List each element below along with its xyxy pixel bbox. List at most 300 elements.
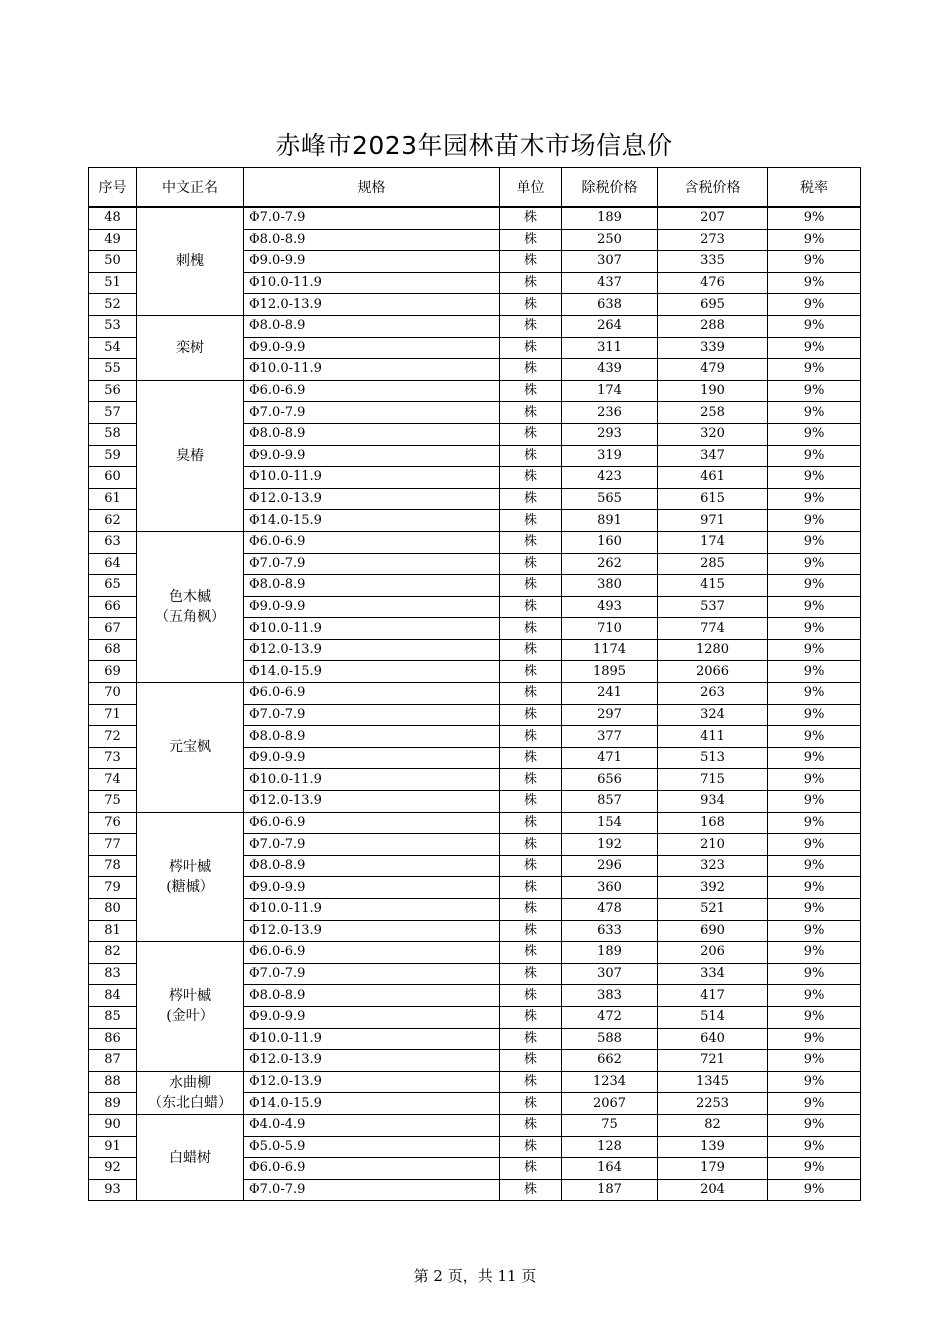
unit-cell: 株	[500, 704, 562, 726]
seq-cell: 88	[89, 1071, 137, 1093]
tax-rate-cell: 9%	[768, 531, 861, 553]
seq-cell: 55	[89, 359, 137, 381]
spec-cell: Φ10.0-11.9	[244, 467, 500, 489]
tax-rate-cell: 9%	[768, 1179, 861, 1201]
price-table	[88, 167, 861, 1201]
seq-cell: 86	[89, 1028, 137, 1050]
seq-cell: 71	[89, 704, 137, 726]
species-name-cell	[137, 812, 244, 942]
species-name-line: (糖槭）	[166, 878, 214, 895]
table-row	[89, 1114, 861, 1136]
price-inc-tax-cell: 273	[658, 229, 768, 251]
seq-cell: 82	[89, 942, 137, 964]
table-body	[89, 207, 861, 1201]
species-name-cell	[137, 1071, 244, 1114]
price-inc-tax-cell: 335	[658, 251, 768, 273]
price-ex-tax-cell: 189	[562, 207, 658, 229]
price-inc-tax-cell: 695	[658, 294, 768, 316]
price-ex-tax-cell: 656	[562, 769, 658, 791]
price-ex-tax-cell: 296	[562, 855, 658, 877]
unit-cell: 株	[500, 791, 562, 813]
spec-cell: Φ6.0-6.9	[244, 942, 500, 964]
spec-cell: Φ10.0-11.9	[244, 899, 500, 921]
tax-rate-cell: 9%	[768, 423, 861, 445]
price-inc-tax-cell: 1280	[658, 639, 768, 661]
spec-cell: Φ7.0-7.9	[244, 834, 500, 856]
spec-cell: Φ10.0-11.9	[244, 1028, 500, 1050]
price-inc-tax-cell: 210	[658, 834, 768, 856]
spec-cell: Φ7.0-7.9	[244, 704, 500, 726]
tax-rate-cell: 9%	[768, 359, 861, 381]
unit-cell: 株	[500, 1028, 562, 1050]
tax-rate-cell: 9%	[768, 963, 861, 985]
spec-cell: Φ10.0-11.9	[244, 769, 500, 791]
price-ex-tax-cell: 236	[562, 402, 658, 424]
species-name-line: 白蜡树	[169, 1149, 211, 1166]
unit-cell: 株	[500, 747, 562, 769]
table-row	[89, 942, 861, 964]
spec-cell: Φ14.0-15.9	[244, 1093, 500, 1115]
spec-cell: Φ8.0-8.9	[244, 985, 500, 1007]
price-inc-tax-cell: 320	[658, 423, 768, 445]
price-inc-tax-cell: 715	[658, 769, 768, 791]
price-ex-tax-cell: 638	[562, 294, 658, 316]
seq-cell: 53	[89, 315, 137, 337]
tax-rate-cell: 9%	[768, 661, 861, 683]
tax-rate-cell: 9%	[768, 1093, 861, 1115]
price-ex-tax-cell: 75	[562, 1114, 658, 1136]
price-inc-tax-cell: 461	[658, 467, 768, 489]
price-ex-tax-cell: 2067	[562, 1093, 658, 1115]
table-row	[89, 207, 861, 229]
spec-cell: Φ8.0-8.9	[244, 726, 500, 748]
price-ex-tax-cell: 241	[562, 683, 658, 705]
price-inc-tax-cell: 640	[658, 1028, 768, 1050]
tax-rate-cell: 9%	[768, 229, 861, 251]
tax-rate-cell: 9%	[768, 639, 861, 661]
tax-rate-cell: 9%	[768, 1071, 861, 1093]
spec-cell: Φ12.0-13.9	[244, 791, 500, 813]
species-name-line: 刺槐	[176, 253, 204, 270]
price-ex-tax-cell: 377	[562, 726, 658, 748]
seq-cell: 77	[89, 834, 137, 856]
tax-rate-cell: 9%	[768, 467, 861, 489]
seq-cell: 63	[89, 531, 137, 553]
seq-cell: 80	[89, 899, 137, 921]
seq-cell: 89	[89, 1093, 137, 1115]
price-ex-tax-cell: 174	[562, 380, 658, 402]
tax-rate-cell: 9%	[768, 553, 861, 575]
unit-cell: 株	[500, 1071, 562, 1093]
unit-cell: 株	[500, 1050, 562, 1072]
unit-cell: 株	[500, 488, 562, 510]
unit-cell: 株	[500, 834, 562, 856]
price-inc-tax-cell: 323	[658, 855, 768, 877]
price-inc-tax-cell: 263	[658, 683, 768, 705]
price-ex-tax-cell: 710	[562, 618, 658, 640]
price-inc-tax-cell: 288	[658, 315, 768, 337]
spec-cell: Φ12.0-13.9	[244, 488, 500, 510]
tax-rate-cell: 9%	[768, 1050, 861, 1072]
unit-cell: 株	[500, 920, 562, 942]
table-row	[89, 531, 861, 553]
unit-cell: 株	[500, 942, 562, 964]
tax-rate-cell: 9%	[768, 251, 861, 273]
price-inc-tax-cell: 521	[658, 899, 768, 921]
tax-rate-cell: 9%	[768, 942, 861, 964]
species-name-line: （五角枫）	[155, 608, 225, 625]
seq-cell: 84	[89, 985, 137, 1007]
price-ex-tax-cell: 160	[562, 531, 658, 553]
price-ex-tax-cell: 307	[562, 963, 658, 985]
seq-cell: 69	[89, 661, 137, 683]
seq-cell: 56	[89, 380, 137, 402]
unit-cell: 株	[500, 661, 562, 683]
seq-cell: 65	[89, 575, 137, 597]
table-row	[89, 1071, 861, 1093]
spec-cell: Φ9.0-9.9	[244, 877, 500, 899]
species-name-cell	[137, 942, 244, 1072]
seq-cell: 73	[89, 747, 137, 769]
seq-cell: 52	[89, 294, 137, 316]
seq-cell: 54	[89, 337, 137, 359]
tax-rate-cell: 9%	[768, 207, 861, 229]
price-ex-tax-cell: 478	[562, 899, 658, 921]
tax-rate-cell: 9%	[768, 1028, 861, 1050]
tax-rate-cell: 9%	[768, 575, 861, 597]
seq-cell: 87	[89, 1050, 137, 1072]
tax-rate-cell: 9%	[768, 488, 861, 510]
price-inc-tax-cell: 2066	[658, 661, 768, 683]
price-inc-tax-cell: 615	[658, 488, 768, 510]
tax-rate-cell: 9%	[768, 1136, 861, 1158]
price-inc-tax-cell: 690	[658, 920, 768, 942]
unit-cell: 株	[500, 1136, 562, 1158]
seq-cell: 79	[89, 877, 137, 899]
spec-cell: Φ12.0-13.9	[244, 920, 500, 942]
price-inc-tax-cell: 934	[658, 791, 768, 813]
seq-cell: 72	[89, 726, 137, 748]
tax-rate-cell: 9%	[768, 618, 861, 640]
price-inc-tax-cell: 2253	[658, 1093, 768, 1115]
seq-cell: 70	[89, 683, 137, 705]
tax-rate-cell: 9%	[768, 877, 861, 899]
price-ex-tax-cell: 262	[562, 553, 658, 575]
seq-cell: 48	[89, 207, 137, 229]
spec-cell: Φ6.0-6.9	[244, 1158, 500, 1180]
spec-cell: Φ12.0-13.9	[244, 1050, 500, 1072]
unit-cell: 株	[500, 294, 562, 316]
header-name: 中文正名	[137, 168, 244, 208]
spec-cell: Φ9.0-9.9	[244, 445, 500, 467]
header-unit: 单位	[500, 168, 562, 208]
tax-rate-cell: 9%	[768, 272, 861, 294]
unit-cell: 株	[500, 423, 562, 445]
price-ex-tax-cell: 189	[562, 942, 658, 964]
seq-cell: 91	[89, 1136, 137, 1158]
price-inc-tax-cell: 514	[658, 1006, 768, 1028]
spec-cell: Φ5.0-5.9	[244, 1136, 500, 1158]
unit-cell: 株	[500, 531, 562, 553]
seq-cell: 78	[89, 855, 137, 877]
seq-cell: 61	[89, 488, 137, 510]
species-name-cell	[137, 207, 244, 315]
price-inc-tax-cell: 415	[658, 575, 768, 597]
unit-cell: 株	[500, 359, 562, 381]
page-footer: 第 2 页，共 11 页	[413, 1267, 537, 1285]
price-ex-tax-cell: 588	[562, 1028, 658, 1050]
unit-cell: 株	[500, 553, 562, 575]
header-price-inc-tax: 含税价格	[658, 168, 768, 208]
unit-cell: 株	[500, 272, 562, 294]
unit-cell: 株	[500, 769, 562, 791]
seq-cell: 85	[89, 1006, 137, 1028]
spec-cell: Φ10.0-11.9	[244, 618, 500, 640]
seq-cell: 92	[89, 1158, 137, 1180]
unit-cell: 株	[500, 251, 562, 273]
header-tax-rate: 税率	[768, 168, 861, 208]
price-inc-tax-cell: 82	[658, 1114, 768, 1136]
spec-cell: Φ9.0-9.9	[244, 747, 500, 769]
price-ex-tax-cell: 293	[562, 423, 658, 445]
price-ex-tax-cell: 1174	[562, 639, 658, 661]
price-inc-tax-cell: 417	[658, 985, 768, 1007]
price-inc-tax-cell: 537	[658, 596, 768, 618]
price-inc-tax-cell: 204	[658, 1179, 768, 1201]
price-ex-tax-cell: 857	[562, 791, 658, 813]
price-inc-tax-cell: 190	[658, 380, 768, 402]
tax-rate-cell: 9%	[768, 596, 861, 618]
header-price-ex-tax: 除税价格	[562, 168, 658, 208]
spec-cell: Φ8.0-8.9	[244, 575, 500, 597]
table-row	[89, 812, 861, 834]
tax-rate-cell: 9%	[768, 683, 861, 705]
price-ex-tax-cell: 360	[562, 877, 658, 899]
tax-rate-cell: 9%	[768, 791, 861, 813]
seq-cell: 83	[89, 963, 137, 985]
spec-cell: Φ12.0-13.9	[244, 639, 500, 661]
species-name-line: 色木槭	[169, 588, 211, 605]
unit-cell: 株	[500, 207, 562, 229]
tax-rate-cell: 9%	[768, 445, 861, 467]
unit-cell: 株	[500, 445, 562, 467]
spec-cell: Φ7.0-7.9	[244, 402, 500, 424]
unit-cell: 株	[500, 1158, 562, 1180]
spec-cell: Φ8.0-8.9	[244, 855, 500, 877]
tax-rate-cell: 9%	[768, 855, 861, 877]
species-name-cell	[137, 683, 244, 813]
price-inc-tax-cell: 411	[658, 726, 768, 748]
spec-cell: Φ12.0-13.9	[244, 294, 500, 316]
seq-cell: 64	[89, 553, 137, 575]
species-name-line: 梣叶槭	[169, 988, 211, 1005]
spec-cell: Φ9.0-9.9	[244, 337, 500, 359]
spec-cell: Φ7.0-7.9	[244, 207, 500, 229]
price-ex-tax-cell: 311	[562, 337, 658, 359]
price-ex-tax-cell: 439	[562, 359, 658, 381]
unit-cell: 株	[500, 877, 562, 899]
spec-cell: Φ6.0-6.9	[244, 531, 500, 553]
species-name-cell	[137, 531, 244, 682]
spec-cell: Φ7.0-7.9	[244, 963, 500, 985]
unit-cell: 株	[500, 1093, 562, 1115]
table-row	[89, 380, 861, 402]
unit-cell: 株	[500, 726, 562, 748]
seq-cell: 66	[89, 596, 137, 618]
seq-cell: 74	[89, 769, 137, 791]
tax-rate-cell: 9%	[768, 920, 861, 942]
spec-cell: Φ14.0-15.9	[244, 510, 500, 532]
price-ex-tax-cell: 380	[562, 575, 658, 597]
tax-rate-cell: 9%	[768, 1158, 861, 1180]
seq-cell: 76	[89, 812, 137, 834]
price-ex-tax-cell: 1895	[562, 661, 658, 683]
species-name-line: 水曲柳	[169, 1074, 211, 1091]
seq-cell: 81	[89, 920, 137, 942]
price-ex-tax-cell: 662	[562, 1050, 658, 1072]
price-inc-tax-cell: 285	[658, 553, 768, 575]
tax-rate-cell: 9%	[768, 402, 861, 424]
seq-cell: 68	[89, 639, 137, 661]
seq-cell: 50	[89, 251, 137, 273]
unit-cell: 株	[500, 315, 562, 337]
tax-rate-cell: 9%	[768, 899, 861, 921]
seq-cell: 67	[89, 618, 137, 640]
price-inc-tax-cell: 479	[658, 359, 768, 381]
unit-cell: 株	[500, 963, 562, 985]
spec-cell: Φ10.0-11.9	[244, 272, 500, 294]
seq-cell: 75	[89, 791, 137, 813]
tax-rate-cell: 9%	[768, 726, 861, 748]
species-name-line: 梣叶槭	[169, 858, 211, 875]
price-inc-tax-cell: 347	[658, 445, 768, 467]
seq-cell: 90	[89, 1114, 137, 1136]
price-ex-tax-cell: 319	[562, 445, 658, 467]
price-inc-tax-cell: 207	[658, 207, 768, 229]
tax-rate-cell: 9%	[768, 812, 861, 834]
unit-cell: 株	[500, 1179, 562, 1201]
species-name-cell	[137, 1114, 244, 1200]
price-inc-tax-cell: 324	[658, 704, 768, 726]
spec-cell: Φ4.0-4.9	[244, 1114, 500, 1136]
spec-cell: Φ6.0-6.9	[244, 380, 500, 402]
species-name-line: 元宝枫	[169, 739, 211, 756]
price-inc-tax-cell: 179	[658, 1158, 768, 1180]
price-ex-tax-cell: 471	[562, 747, 658, 769]
unit-cell: 株	[500, 337, 562, 359]
unit-cell: 株	[500, 229, 562, 251]
unit-cell: 株	[500, 618, 562, 640]
price-ex-tax-cell: 423	[562, 467, 658, 489]
unit-cell: 株	[500, 639, 562, 661]
tax-rate-cell: 9%	[768, 1006, 861, 1028]
price-inc-tax-cell: 971	[658, 510, 768, 532]
unit-cell: 株	[500, 1006, 562, 1028]
spec-cell: Φ7.0-7.9	[244, 553, 500, 575]
price-ex-tax-cell: 891	[562, 510, 658, 532]
price-ex-tax-cell: 154	[562, 812, 658, 834]
unit-cell: 株	[500, 899, 562, 921]
unit-cell: 株	[500, 1114, 562, 1136]
spec-cell: Φ9.0-9.9	[244, 596, 500, 618]
price-ex-tax-cell: 437	[562, 272, 658, 294]
unit-cell: 株	[500, 575, 562, 597]
tax-rate-cell: 9%	[768, 769, 861, 791]
price-ex-tax-cell: 128	[562, 1136, 658, 1158]
unit-cell: 株	[500, 683, 562, 705]
price-ex-tax-cell: 565	[562, 488, 658, 510]
tax-rate-cell: 9%	[768, 985, 861, 1007]
page-title: 赤峰市2023年园林苗木市场信息价	[275, 131, 673, 160]
table-row	[89, 315, 861, 337]
species-name-line: (金叶）	[166, 1008, 214, 1025]
spec-cell: Φ8.0-8.9	[244, 315, 500, 337]
price-ex-tax-cell: 472	[562, 1006, 658, 1028]
spec-cell: Φ6.0-6.9	[244, 683, 500, 705]
spec-cell: Φ10.0-11.9	[244, 359, 500, 381]
species-name-line: 栾树	[176, 339, 204, 356]
unit-cell: 株	[500, 510, 562, 532]
price-ex-tax-cell: 264	[562, 315, 658, 337]
price-inc-tax-cell: 392	[658, 877, 768, 899]
table-row	[89, 683, 861, 705]
price-ex-tax-cell: 307	[562, 251, 658, 273]
price-ex-tax-cell: 1234	[562, 1071, 658, 1093]
tax-rate-cell: 9%	[768, 294, 861, 316]
price-ex-tax-cell: 633	[562, 920, 658, 942]
seq-cell: 57	[89, 402, 137, 424]
unit-cell: 株	[500, 812, 562, 834]
spec-cell: Φ12.0-13.9	[244, 1071, 500, 1093]
tax-rate-cell: 9%	[768, 834, 861, 856]
unit-cell: 株	[500, 467, 562, 489]
price-ex-tax-cell: 164	[562, 1158, 658, 1180]
spec-cell: Φ7.0-7.9	[244, 1179, 500, 1201]
price-ex-tax-cell: 192	[562, 834, 658, 856]
price-inc-tax-cell: 476	[658, 272, 768, 294]
seq-cell: 49	[89, 229, 137, 251]
price-inc-tax-cell: 174	[658, 531, 768, 553]
species-name-cell	[137, 315, 244, 380]
price-inc-tax-cell: 258	[658, 402, 768, 424]
price-ex-tax-cell: 250	[562, 229, 658, 251]
spec-cell: Φ14.0-15.9	[244, 661, 500, 683]
price-inc-tax-cell: 168	[658, 812, 768, 834]
price-ex-tax-cell: 493	[562, 596, 658, 618]
price-inc-tax-cell: 721	[658, 1050, 768, 1072]
species-name-line: 臭椿	[176, 447, 204, 464]
price-inc-tax-cell: 339	[658, 337, 768, 359]
tax-rate-cell: 9%	[768, 1114, 861, 1136]
price-inc-tax-cell: 774	[658, 618, 768, 640]
tax-rate-cell: 9%	[768, 510, 861, 532]
price-inc-tax-cell: 139	[658, 1136, 768, 1158]
seq-cell: 60	[89, 467, 137, 489]
price-inc-tax-cell: 206	[658, 942, 768, 964]
seq-cell: 93	[89, 1179, 137, 1201]
spec-cell: Φ8.0-8.9	[244, 423, 500, 445]
species-name-line: （东北白蜡）	[148, 1094, 232, 1111]
price-inc-tax-cell: 513	[658, 747, 768, 769]
unit-cell: 株	[500, 855, 562, 877]
unit-cell: 株	[500, 380, 562, 402]
spec-cell: Φ9.0-9.9	[244, 251, 500, 273]
seq-cell: 58	[89, 423, 137, 445]
unit-cell: 株	[500, 985, 562, 1007]
species-name-cell	[137, 380, 244, 531]
spec-cell: Φ8.0-8.9	[244, 229, 500, 251]
tax-rate-cell: 9%	[768, 337, 861, 359]
